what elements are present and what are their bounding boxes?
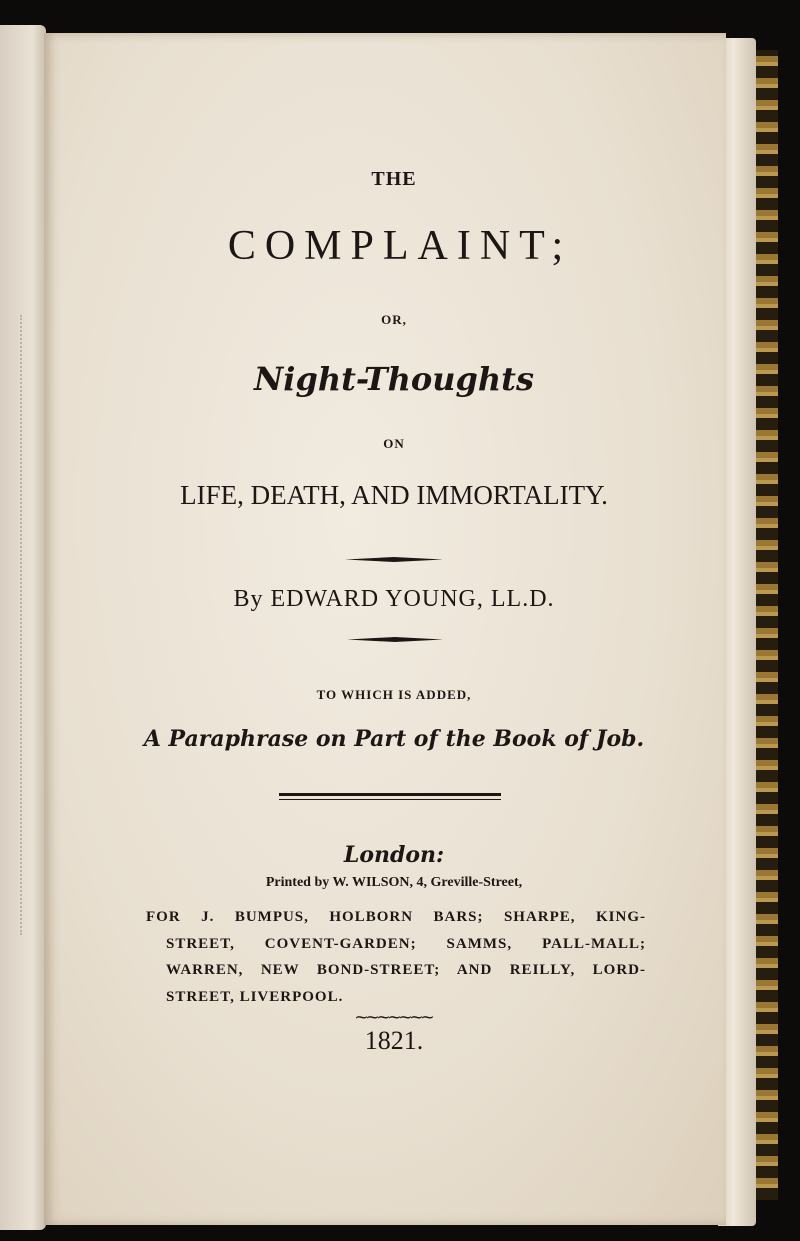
publisher-line: WARREN, NEW BOND-STREET; AND REILLY, LORD-	[166, 962, 646, 978]
publisher-line: STREET, LIVERPOOL.	[166, 988, 344, 1005]
printer: Printed by W. WILSON, 4, Greville-Street,	[265, 875, 523, 890]
book-title: COMPLAINT;	[227, 223, 573, 269]
gilt-spine-edge	[756, 50, 778, 1200]
publisher-line: STREET, COVENT-GARDEN; SAMMS, PALL-MALL;	[166, 935, 646, 952]
the-label: THE	[371, 168, 417, 190]
or-label: OR,	[381, 312, 407, 327]
added-intro: TO WHICH IS ADDED,	[316, 687, 472, 702]
double-rule	[279, 799, 501, 800]
double-rule	[279, 793, 501, 796]
place: London:	[343, 842, 445, 868]
facing-page	[0, 25, 46, 1230]
added-work: A Paraphrase on Part of the Book of Job.	[143, 726, 645, 752]
on-label: ON	[383, 436, 405, 451]
year: 1821.	[364, 1026, 424, 1055]
author: By EDWARD YOUNG, LL.D.	[233, 586, 555, 612]
publisher-line: FOR J. BUMPUS, HOLBORN BARS; SHARPE, KING-	[146, 909, 646, 925]
topic: LIFE, DEATH, AND IMMORTALITY.	[180, 480, 608, 510]
facing-page-ornament	[0, 315, 22, 935]
subtitle: Night-Thoughts	[254, 360, 534, 398]
ornament: ⁓⁓⁓⁓⁓⁓⁓	[355, 1010, 433, 1024]
publishers	[146, 904, 646, 1010]
